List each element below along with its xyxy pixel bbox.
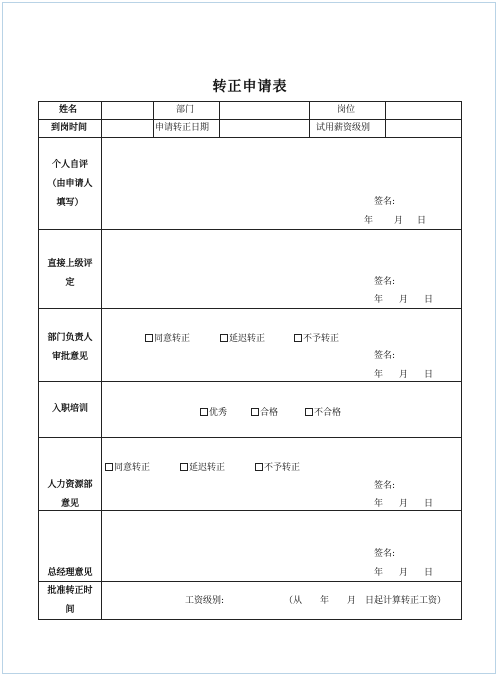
approval-time-label-line2: 间 bbox=[65, 605, 75, 615]
approval-time-label-line1: 批准转正时 bbox=[47, 586, 93, 596]
supervisor-label-line2: 定 bbox=[65, 278, 75, 288]
signature-label: 签名: bbox=[374, 549, 396, 559]
date-month: 月 bbox=[399, 499, 409, 509]
dept-head-option-reject[interactable]: 不予转正 bbox=[294, 334, 339, 344]
training-label: 入职培训 bbox=[51, 404, 88, 414]
apply-date-label: 申请转正日期 bbox=[155, 123, 210, 133]
date-month: 月 bbox=[399, 568, 409, 578]
date-year: 年 bbox=[374, 295, 384, 305]
form-title: 转正申请表 bbox=[212, 79, 288, 95]
date-month: 月 bbox=[394, 216, 404, 226]
column-divider bbox=[153, 102, 154, 137]
hr-label-line2: 意见 bbox=[60, 499, 79, 509]
date-day: 日 bbox=[424, 499, 434, 509]
hr-label-line1: 人力资源部 bbox=[47, 480, 93, 490]
row-divider bbox=[39, 581, 461, 582]
form-table bbox=[38, 101, 462, 620]
checkbox-icon[interactable] bbox=[105, 463, 113, 471]
self-eval-label-line1: 个人自评 bbox=[51, 160, 88, 170]
checkbox-icon[interactable] bbox=[200, 408, 208, 416]
signature-label: 签名: bbox=[374, 277, 396, 287]
date-year: 年 bbox=[374, 568, 384, 578]
row-divider bbox=[39, 437, 461, 438]
training-option-pass[interactable]: 合格 bbox=[251, 408, 278, 418]
column-divider bbox=[309, 102, 310, 137]
date-day: 日 bbox=[424, 295, 434, 305]
checkbox-icon[interactable] bbox=[305, 408, 313, 416]
date-day: 日 bbox=[424, 370, 434, 380]
name-label: 姓名 bbox=[59, 105, 78, 115]
date-day: 日 bbox=[417, 216, 427, 226]
checkbox-icon[interactable] bbox=[255, 463, 263, 471]
checkbox-icon[interactable] bbox=[294, 334, 302, 342]
column-divider bbox=[101, 102, 102, 620]
row-divider bbox=[39, 510, 461, 511]
row-divider bbox=[39, 381, 461, 382]
training-option-excellent[interactable]: 优秀 bbox=[200, 408, 227, 418]
training-option-fail[interactable]: 不合格 bbox=[305, 408, 341, 418]
checkbox-icon[interactable] bbox=[180, 463, 188, 471]
salary-start-date-note: （从 年 月 日起计算转正工资） bbox=[284, 596, 447, 606]
column-divider bbox=[219, 102, 220, 137]
department-label: 部门 bbox=[176, 105, 195, 115]
row-divider bbox=[39, 137, 461, 138]
signature-label: 签名: bbox=[374, 351, 396, 361]
row-divider bbox=[39, 119, 461, 120]
dept-head-option-approve[interactable]: 同意转正 bbox=[145, 334, 190, 344]
date-year: 年 bbox=[374, 370, 384, 380]
row-divider bbox=[39, 229, 461, 230]
dept-head-label-line1: 部门负责人 bbox=[47, 333, 93, 343]
dept-head-label-line2: 审批意见 bbox=[51, 352, 88, 362]
hr-option-delay[interactable]: 延迟转正 bbox=[180, 463, 225, 473]
trial-salary-label: 试用薪资级别 bbox=[316, 123, 371, 133]
hr-option-approve[interactable]: 同意转正 bbox=[105, 463, 150, 473]
date-month: 月 bbox=[399, 295, 409, 305]
checkbox-icon[interactable] bbox=[251, 408, 259, 416]
self-eval-label-line2: （由申请人 bbox=[47, 179, 93, 189]
signature-label: 签名: bbox=[374, 481, 396, 491]
salary-level-label: 工资级别: bbox=[185, 596, 225, 606]
signature-label: 签名: bbox=[374, 197, 396, 207]
position-label: 岗位 bbox=[337, 105, 356, 115]
checkbox-icon[interactable] bbox=[145, 334, 153, 342]
column-divider bbox=[385, 102, 386, 137]
date-year: 年 bbox=[364, 216, 374, 226]
checkbox-icon[interactable] bbox=[220, 334, 228, 342]
hr-option-reject[interactable]: 不予转正 bbox=[255, 463, 300, 473]
supervisor-label-line1: 直接上级评 bbox=[47, 259, 93, 269]
arrival-time-label: 到岗时间 bbox=[51, 123, 88, 133]
date-year: 年 bbox=[374, 499, 384, 509]
self-eval-label-line3: 填写） bbox=[56, 198, 84, 208]
gm-opinion-label: 总经理意见 bbox=[47, 568, 93, 578]
dept-head-option-delay[interactable]: 延迟转正 bbox=[220, 334, 265, 344]
date-month: 月 bbox=[399, 370, 409, 380]
row-divider bbox=[39, 308, 461, 309]
date-day: 日 bbox=[424, 568, 434, 578]
